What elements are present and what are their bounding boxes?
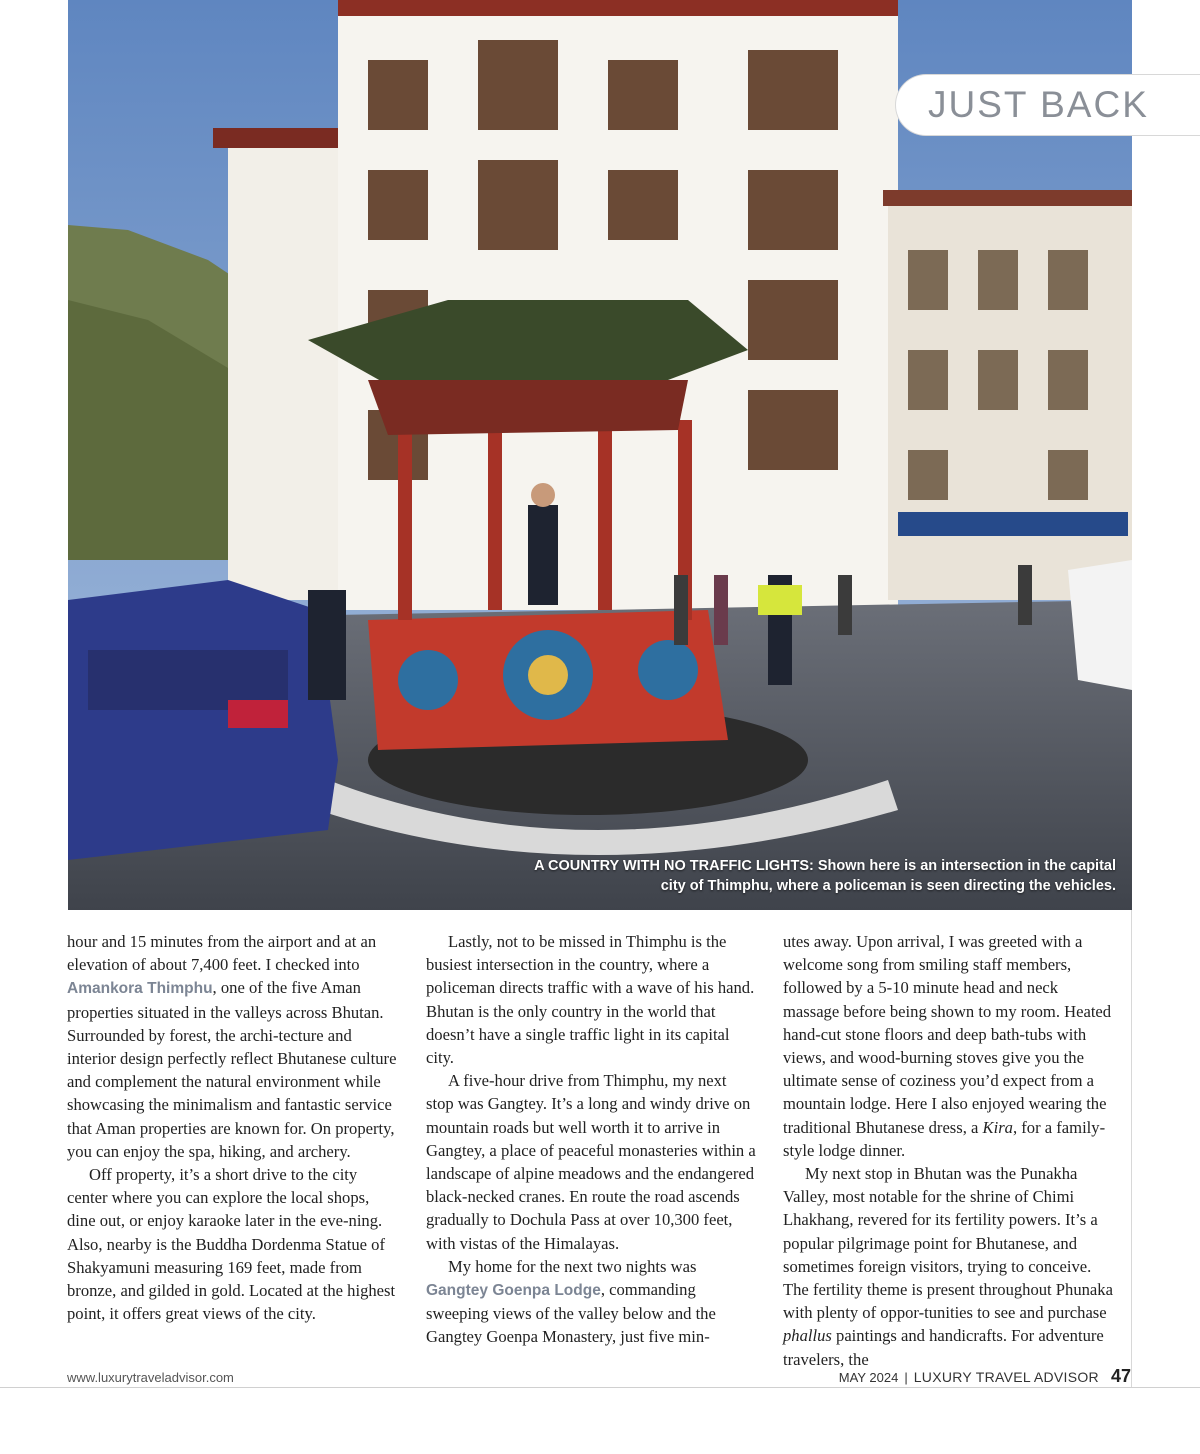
magazine-name: LUXURY TRAVEL ADVISOR	[913, 1369, 1099, 1385]
text-run: My home for the next two nights was	[448, 1256, 697, 1276]
footer-rule	[0, 1387, 1200, 1388]
paragraph	[426, 1255, 756, 1349]
paragraph: Off property, it’s a short drive to the city center where you can explore the local shops, dine out, or enjoy karaoke later in the eve-ning. Also, nearby is the Buddha Dordenma Statue of Shakyamuni measuring 169 feet, made from bronze, and gilded in gold. Located at the highest point, it offers great views of the city.	[67, 1165, 396, 1324]
gangtey-goenpa-lodge-link[interactable]: Gangtey Goenpa Lodge	[426, 1282, 601, 1300]
paragraph	[783, 930, 1113, 1162]
section-tab	[896, 75, 1200, 135]
section-tab-label: JUST BACK	[928, 84, 1149, 125]
issue-date: MAY 2024	[838, 1370, 899, 1385]
footer-url-link[interactable]: www.luxurytraveladvisor.com	[67, 1370, 234, 1385]
paragraph	[67, 930, 397, 1163]
paragraph: Lastly, not to be missed in Thimphu is the busiest intersection in the country, where a policeman directs traffic with a wave of his hand. Bhutan is the only country in the world that doesn’t have a single traffic light in its capital city.	[426, 932, 755, 1068]
text-run: My next stop in Bhutan was the Punakha Valley, most notable for the shrine of Chimi Lhakhang, revered for its fertility powers. It’s a popular pilgrimage point for Bhutanese, and sometimes foreign visitors, trying to conceive. The fertility theme is present throughout Phunaka with plenty of oppor-tunities to see and purchase	[783, 1164, 1113, 1323]
text-run: , one of the five Aman properties situated in the valleys across Bhutan. Surrounded by forest, the archi-tecture and interior design perfectly reflect Bhutanese culture and complement the natural environment while showcasing the minimalism and fantastic service that Aman properties are known for. On property, you can enjoy the spa, hiking, and archery.	[67, 978, 397, 1161]
italic-term: Kira	[982, 1117, 1013, 1137]
street-intersection-photo	[68, 0, 1132, 910]
page-number: 47	[1110, 1366, 1131, 1386]
italic-term: phallus	[783, 1326, 832, 1346]
column-3	[783, 930, 1113, 1371]
amankora-thimphu-link[interactable]: Amankora Thimphu	[67, 980, 213, 998]
text-run: utes away. Upon arrival, I was greeted with a welcome song from smiling staff members, followed by a 5-10 minute head and neck massage before being shown to my room. Heated hand-cut stone floors and deep bath-tubs with views, and wood-burning stoves give you the ultimate sense of coziness you’d expect from a mountain lodge. Here I also enjoyed wearing the traditional Bhutanese dress, a	[783, 932, 1112, 1137]
paragraph	[783, 1162, 1113, 1371]
text-run: paintings and handicrafts. For adventure travelers, the	[783, 1326, 1104, 1369]
photo-caption	[476, 856, 1116, 896]
hero-photo	[68, 0, 1132, 910]
column-2	[426, 930, 756, 1349]
article-body	[67, 930, 1133, 1369]
text-run: hour and 15 minutes from the airport and at an elevation of about 7,400 feet. I checked into	[67, 932, 377, 975]
footer-folio	[839, 1366, 1131, 1387]
column-1	[67, 930, 397, 1325]
folio-separator: |	[904, 1370, 908, 1385]
caption-line-1: A COUNTRY WITH NO TRAFFIC LIGHTS: Shown here is an intersection in the capital	[534, 858, 1116, 874]
text-run: , commanding sweeping views of the valley below and the Gangtey Goenpa Monastery, just five min-	[426, 1280, 716, 1347]
paragraph: A five-hour drive from Thimphu, my next stop was Gangtey. It’s a long and windy drive on mountain roads but well worth it to arrive in Gangtey, a place of peaceful monasteries within a landscape of alpine meadows and the endangered black-necked cranes. En route the road ascends gradually to Dochula Pass at over 10,300 feet, with vistas of the Himalayas.	[426, 1071, 756, 1253]
text-run: , for a family-style lodge dinner.	[783, 1117, 1106, 1160]
caption-line-2: city of Thimphu, where a policeman is seen directing the vehicles.	[660, 878, 1116, 894]
